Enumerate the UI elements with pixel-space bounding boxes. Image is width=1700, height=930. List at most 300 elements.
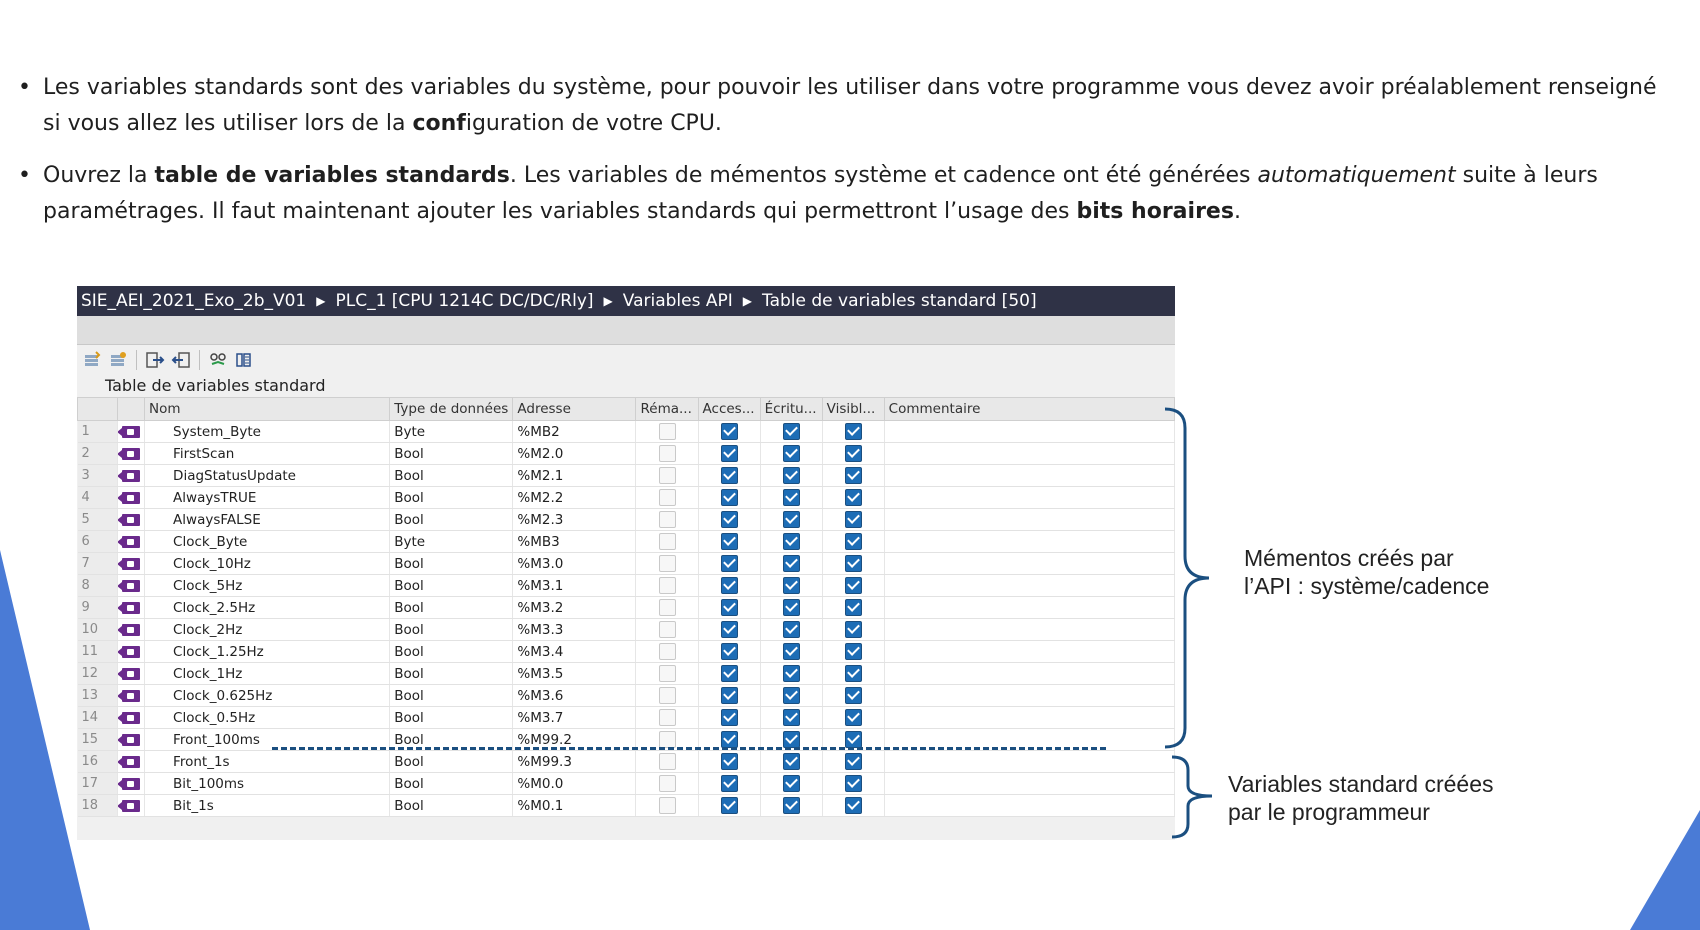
visible-cell: [822, 421, 884, 443]
writable-checkbox[interactable]: [783, 731, 800, 748]
comment-cell[interactable]: [884, 751, 1174, 773]
variable-name-cell[interactable]: Bit_100ms: [145, 773, 390, 795]
accessible-checkbox[interactable]: [721, 775, 738, 792]
variable-name-cell[interactable]: FirstScan: [145, 443, 390, 465]
table-row[interactable]: [78, 531, 1175, 553]
row-number: 17: [78, 773, 118, 795]
bullet-item: [18, 70, 1658, 142]
comment-cell[interactable]: [884, 619, 1174, 641]
address-cell[interactable]: %M0.0: [513, 773, 636, 795]
retain-checkbox[interactable]: [659, 643, 676, 660]
comment-cell[interactable]: [884, 707, 1174, 729]
address-cell[interactable]: %M2.1: [513, 465, 636, 487]
accessible-cell: [698, 553, 760, 575]
retain-cell: [636, 443, 698, 465]
table-row[interactable]: [78, 575, 1175, 597]
visible-cell: [822, 663, 884, 685]
accessible-cell: [698, 443, 760, 465]
data-type-cell[interactable]: Bool: [390, 553, 513, 575]
writable-checkbox[interactable]: [783, 533, 800, 550]
writable-checkbox[interactable]: [783, 511, 800, 528]
breadcrumb-plc[interactable]: PLC_1 [CPU 1214C DC/DC/Rly]: [335, 291, 594, 311]
row-number: 10: [78, 619, 118, 641]
writable-checkbox[interactable]: [783, 489, 800, 506]
variable-name-cell[interactable]: Front_100ms: [145, 729, 390, 751]
accessible-cell: [698, 597, 760, 619]
accessible-cell: [698, 487, 760, 509]
row-number: 11: [78, 641, 118, 663]
tag-icon-cell: [118, 663, 145, 685]
breadcrumb-project[interactable]: SIE_AEI_2021_Exo_2b_V01: [81, 291, 307, 311]
variable-name-cell[interactable]: Clock_1Hz: [145, 663, 390, 685]
chevron-right-icon: ▶: [742, 294, 753, 308]
tag-icon-cell: [118, 751, 145, 773]
tag-icon-cell: [118, 773, 145, 795]
data-type-cell[interactable]: Bool: [390, 487, 513, 509]
accessible-checkbox[interactable]: [721, 797, 738, 814]
data-type-cell[interactable]: Bool: [390, 465, 513, 487]
header-row-number: [78, 398, 118, 421]
data-type-cell[interactable]: Bool: [390, 509, 513, 531]
address-cell[interactable]: %M99.2: [513, 729, 636, 751]
comment-cell[interactable]: [884, 773, 1174, 795]
table-row[interactable]: [78, 509, 1175, 531]
visible-checkbox[interactable]: [845, 709, 862, 726]
variable-name-cell[interactable]: Clock_1.25Hz: [145, 641, 390, 663]
row-number: 13: [78, 685, 118, 707]
retain-checkbox[interactable]: [659, 753, 676, 770]
tag-icon: [122, 448, 140, 460]
add-row-icon[interactable]: [81, 349, 103, 371]
accessible-checkbox[interactable]: [721, 621, 738, 638]
retain-checkbox[interactable]: [659, 687, 676, 704]
breadcrumb-plc-tags[interactable]: Variables API: [622, 291, 733, 311]
tag-icon: [122, 580, 140, 592]
tag-icon: [122, 646, 140, 658]
accessible-checkbox[interactable]: [721, 445, 738, 462]
comment-cell[interactable]: [884, 795, 1174, 817]
writable-checkbox[interactable]: [783, 709, 800, 726]
tag-icon-cell: [118, 575, 145, 597]
tag-icon: [122, 426, 140, 438]
tag-icon-cell: [118, 465, 145, 487]
retain-checkbox[interactable]: [659, 489, 676, 506]
accessible-checkbox[interactable]: [721, 555, 738, 572]
writable-cell: [760, 795, 822, 817]
instructions-list: [18, 70, 1658, 246]
writable-checkbox[interactable]: [783, 687, 800, 704]
comment-cell[interactable]: [884, 685, 1174, 707]
visible-checkbox[interactable]: [845, 423, 862, 440]
visible-checkbox[interactable]: [845, 775, 862, 792]
visible-checkbox[interactable]: [845, 665, 862, 682]
retain-checkbox[interactable]: [659, 797, 676, 814]
retain-checkbox[interactable]: [659, 665, 676, 682]
breadcrumb-current-table: Table de variables standard [50]: [762, 291, 1037, 311]
writable-checkbox[interactable]: [783, 643, 800, 660]
writable-checkbox[interactable]: [783, 599, 800, 616]
insert-row-icon[interactable]: [107, 349, 129, 371]
writable-checkbox[interactable]: [783, 621, 800, 638]
tag-icon-cell: [118, 443, 145, 465]
variable-name-cell[interactable]: AlwaysFALSE: [145, 509, 390, 531]
table-header-row: [78, 398, 1175, 421]
variable-name-cell[interactable]: Clock_5Hz: [145, 575, 390, 597]
table-row[interactable]: [78, 597, 1175, 619]
visible-cell: [822, 619, 884, 641]
retain-checkbox[interactable]: [659, 709, 676, 726]
writable-cell: [760, 509, 822, 531]
variable-name-cell[interactable]: Front_1s: [145, 751, 390, 773]
annotation-line: l’API : système/cadence: [1244, 573, 1490, 599]
comment-cell[interactable]: [884, 553, 1174, 575]
writable-cell: [760, 685, 822, 707]
accessible-checkbox[interactable]: [721, 489, 738, 506]
accessible-cell: [698, 773, 760, 795]
address-cell[interactable]: %MB2: [513, 421, 636, 443]
data-type-cell[interactable]: Bool: [390, 663, 513, 685]
accessible-cell: [698, 663, 760, 685]
accessible-checkbox[interactable]: [721, 665, 738, 682]
accessible-cell: [698, 421, 760, 443]
comment-cell[interactable]: [884, 663, 1174, 685]
tag-icon: [122, 712, 140, 724]
data-type-cell[interactable]: Bool: [390, 575, 513, 597]
writable-checkbox[interactable]: [783, 775, 800, 792]
writable-checkbox[interactable]: [783, 797, 800, 814]
visible-checkbox[interactable]: [845, 445, 862, 462]
variable-name-cell[interactable]: Bit_1s: [145, 795, 390, 817]
annotation-line: par le programmeur: [1228, 799, 1430, 825]
variable-name-cell[interactable]: DiagStatusUpdate: [145, 465, 390, 487]
writable-checkbox[interactable]: [783, 555, 800, 572]
row-number: 14: [78, 707, 118, 729]
visible-checkbox[interactable]: [845, 643, 862, 660]
import-icon[interactable]: [170, 349, 192, 371]
chevron-right-icon: ▶: [603, 294, 613, 308]
retain-cell: [636, 663, 698, 685]
visible-cell: [822, 575, 884, 597]
comment-cell[interactable]: [884, 421, 1174, 443]
address-cell[interactable]: %M3.5: [513, 663, 636, 685]
table-row[interactable]: [78, 663, 1175, 685]
retain-cell: [636, 597, 698, 619]
row-number: 3: [78, 465, 118, 487]
retain-checkbox[interactable]: [659, 731, 676, 748]
retain-cell: [636, 707, 698, 729]
accessible-cell: [698, 531, 760, 553]
comment-cell[interactable]: [884, 597, 1174, 619]
data-type-cell[interactable]: Bool: [390, 795, 513, 817]
data-type-cell[interactable]: Bool: [390, 685, 513, 707]
accessible-cell: [698, 795, 760, 817]
row-number: 7: [78, 553, 118, 575]
visible-cell: [822, 443, 884, 465]
chevron-right-icon: ▶: [316, 294, 326, 308]
address-cell[interactable]: %M2.3: [513, 509, 636, 531]
accessible-cell: [698, 465, 760, 487]
table-row[interactable]: [78, 707, 1175, 729]
writable-cell: [760, 751, 822, 773]
row-number: 6: [78, 531, 118, 553]
comment-cell[interactable]: [884, 641, 1174, 663]
writable-cell: [760, 773, 822, 795]
table-row[interactable]: [78, 795, 1175, 817]
visible-cell: [822, 795, 884, 817]
accessible-checkbox[interactable]: [721, 687, 738, 704]
comment-cell[interactable]: [884, 575, 1174, 597]
tag-icon-cell: [118, 487, 145, 509]
visible-cell: [822, 531, 884, 553]
bullet-text: iguration de votre CPU.: [465, 111, 722, 136]
visible-checkbox[interactable]: [845, 753, 862, 770]
tag-icon: [122, 800, 140, 812]
monitor-icon[interactable]: [207, 349, 229, 371]
retain-checkbox[interactable]: [659, 577, 676, 594]
retain-cell: [636, 487, 698, 509]
address-cell[interactable]: %M2.0: [513, 443, 636, 465]
export-icon[interactable]: [144, 349, 166, 371]
visible-checkbox[interactable]: [845, 687, 862, 704]
header-icon: [118, 398, 145, 421]
visible-checkbox[interactable]: [845, 533, 862, 550]
user-variables-brace: [1170, 754, 1216, 840]
comment-cell[interactable]: [884, 531, 1174, 553]
retain-cell: [636, 641, 698, 663]
variable-name-cell[interactable]: Clock_2.5Hz: [145, 597, 390, 619]
data-type-cell[interactable]: Bool: [390, 707, 513, 729]
address-cell[interactable]: %M3.6: [513, 685, 636, 707]
writable-cell: [760, 641, 822, 663]
data-type-cell[interactable]: Bool: [390, 443, 513, 465]
header-data-type[interactable]: Type de données: [390, 398, 513, 421]
retain-checkbox[interactable]: [659, 621, 676, 638]
table-row[interactable]: [78, 751, 1175, 773]
address-cell[interactable]: %M0.1: [513, 795, 636, 817]
writable-checkbox[interactable]: [783, 753, 800, 770]
visible-cell: [822, 509, 884, 531]
tag-icon-cell: [118, 707, 145, 729]
header-visible[interactable]: Visibl...: [822, 398, 884, 421]
header-accessible[interactable]: Acces...: [698, 398, 760, 421]
table-row[interactable]: [78, 641, 1175, 663]
writable-cell: [760, 619, 822, 641]
table-row[interactable]: [78, 773, 1175, 795]
visible-cell: [822, 465, 884, 487]
tag-icon-cell: [118, 531, 145, 553]
accessible-checkbox[interactable]: [721, 533, 738, 550]
visible-cell: [822, 553, 884, 575]
accessible-checkbox[interactable]: [721, 731, 738, 748]
accessible-cell: [698, 685, 760, 707]
accessible-cell: [698, 751, 760, 773]
row-number: 16: [78, 751, 118, 773]
table-row[interactable]: [78, 443, 1175, 465]
accessible-checkbox[interactable]: [721, 467, 738, 484]
address-cell[interactable]: %MB3: [513, 531, 636, 553]
accessible-checkbox[interactable]: [721, 753, 738, 770]
comment-cell[interactable]: [884, 465, 1174, 487]
retain-checkbox[interactable]: [659, 445, 676, 462]
bullet-dot: •: [18, 75, 31, 100]
accessible-cell: [698, 509, 760, 531]
visible-cell: [822, 773, 884, 795]
toolbar-separator: [199, 350, 200, 370]
table-row[interactable]: [78, 685, 1175, 707]
address-cell[interactable]: %M3.1: [513, 575, 636, 597]
bullet-italic-text: automatiquement: [1257, 163, 1456, 188]
visible-checkbox[interactable]: [845, 797, 862, 814]
header-writable[interactable]: Écritu...: [760, 398, 822, 421]
tag-icon-cell: [118, 597, 145, 619]
address-cell[interactable]: %M3.0: [513, 553, 636, 575]
table-row[interactable]: [78, 553, 1175, 575]
writable-checkbox[interactable]: [783, 577, 800, 594]
variable-name-cell[interactable]: Clock_10Hz: [145, 553, 390, 575]
editor-header-bar: [77, 316, 1175, 345]
comment-cell[interactable]: [884, 443, 1174, 465]
accessible-cell: [698, 575, 760, 597]
retain-cell: [636, 773, 698, 795]
writable-cell: [760, 421, 822, 443]
retain-checkbox[interactable]: [659, 467, 676, 484]
writable-checkbox[interactable]: [783, 423, 800, 440]
address-cell[interactable]: %M3.3: [513, 619, 636, 641]
writable-cell: [760, 487, 822, 509]
variable-name-cell[interactable]: Clock_0.625Hz: [145, 685, 390, 707]
visible-cell: [822, 487, 884, 509]
writable-cell: [760, 663, 822, 685]
tag-icon-cell: [118, 641, 145, 663]
data-type-cell[interactable]: Bool: [390, 641, 513, 663]
settings-icon[interactable]: [233, 349, 255, 371]
accessible-checkbox[interactable]: [721, 423, 738, 440]
retain-cell: [636, 619, 698, 641]
variable-name-cell[interactable]: System_Byte: [145, 421, 390, 443]
retain-cell: [636, 751, 698, 773]
writable-cell: [760, 443, 822, 465]
address-cell[interactable]: %M2.2: [513, 487, 636, 509]
retain-checkbox[interactable]: [659, 555, 676, 572]
annotation-system-variables: [1244, 544, 1489, 600]
retain-checkbox[interactable]: [659, 511, 676, 528]
tag-icon-cell: [118, 685, 145, 707]
writable-checkbox[interactable]: [783, 665, 800, 682]
retain-checkbox[interactable]: [659, 423, 676, 440]
bullet-bold-text: table de variables standards: [154, 163, 510, 188]
variable-name-cell[interactable]: Clock_2Hz: [145, 619, 390, 641]
header-comment[interactable]: Commentaire: [884, 398, 1174, 421]
header-name[interactable]: Nom: [145, 398, 390, 421]
accessible-checkbox[interactable]: [721, 709, 738, 726]
section-divider-dashed-line: [272, 747, 1106, 750]
accessible-checkbox[interactable]: [721, 511, 738, 528]
bullet-dot: •: [18, 163, 31, 188]
system-variables-brace: [1163, 406, 1213, 750]
writable-cell: [760, 707, 822, 729]
table-row[interactable]: [78, 619, 1175, 641]
address-cell[interactable]: %M99.3: [513, 751, 636, 773]
visible-checkbox[interactable]: [845, 731, 862, 748]
tag-icon-cell: [118, 729, 145, 751]
tag-icon: [122, 470, 140, 482]
visible-checkbox[interactable]: [845, 555, 862, 572]
tag-icon-cell: [118, 619, 145, 641]
data-type-cell[interactable]: Bool: [390, 751, 513, 773]
visible-checkbox[interactable]: [845, 467, 862, 484]
accessible-cell: [698, 707, 760, 729]
table-toolbar: [77, 345, 1175, 375]
variable-name-cell[interactable]: AlwaysTRUE: [145, 487, 390, 509]
writable-checkbox[interactable]: [783, 445, 800, 462]
address-cell[interactable]: %M3.2: [513, 597, 636, 619]
writable-cell: [760, 531, 822, 553]
breadcrumb: [77, 286, 1175, 316]
data-type-cell[interactable]: Bool: [390, 729, 513, 751]
row-number: 4: [78, 487, 118, 509]
address-cell[interactable]: %M3.4: [513, 641, 636, 663]
slide-corner-decoration-right: [1630, 810, 1700, 930]
variable-name-cell[interactable]: Clock_0.5Hz: [145, 707, 390, 729]
accessible-checkbox[interactable]: [721, 599, 738, 616]
visible-checkbox[interactable]: [845, 599, 862, 616]
retain-cell: [636, 553, 698, 575]
visible-checkbox[interactable]: [845, 489, 862, 506]
visible-checkbox[interactable]: [845, 511, 862, 528]
table-row[interactable]: [78, 487, 1175, 509]
tag-icon: [122, 624, 140, 636]
variables-table: [77, 397, 1175, 817]
visible-cell: [822, 597, 884, 619]
tag-icon: [122, 492, 140, 504]
retain-checkbox[interactable]: [659, 533, 676, 550]
header-retain[interactable]: Réma...: [636, 398, 698, 421]
retain-cell: [636, 421, 698, 443]
tag-icon: [122, 558, 140, 570]
data-type-cell[interactable]: Bool: [390, 773, 513, 795]
retain-checkbox[interactable]: [659, 599, 676, 616]
address-cell[interactable]: %M3.7: [513, 707, 636, 729]
retain-cell: [636, 509, 698, 531]
visible-cell: [822, 707, 884, 729]
retain-cell: [636, 685, 698, 707]
bullet-text: Les variables standards sont des variables du système, pour pouvoir les utiliser dans votre programme vous devez avoir préalablement renseigné si vous allez les utiliser lors de la: [43, 75, 1657, 136]
header-address[interactable]: Adresse: [513, 398, 636, 421]
accessible-checkbox[interactable]: [721, 643, 738, 660]
comment-cell[interactable]: [884, 487, 1174, 509]
data-type-cell[interactable]: Byte: [390, 421, 513, 443]
visible-checkbox[interactable]: [845, 621, 862, 638]
bullet-text: . Les variables de mémentos système et cadence ont été générées: [509, 163, 1258, 188]
writable-checkbox[interactable]: [783, 467, 800, 484]
retain-checkbox[interactable]: [659, 775, 676, 792]
visible-checkbox[interactable]: [845, 577, 862, 594]
row-number: 18: [78, 795, 118, 817]
data-type-cell[interactable]: Byte: [390, 531, 513, 553]
data-type-cell[interactable]: Bool: [390, 619, 513, 641]
data-type-cell[interactable]: Bool: [390, 597, 513, 619]
tag-icon: [122, 756, 140, 768]
variable-name-cell[interactable]: Clock_Byte: [145, 531, 390, 553]
accessible-checkbox[interactable]: [721, 577, 738, 594]
row-number: 1: [78, 421, 118, 443]
table-row[interactable]: [78, 465, 1175, 487]
comment-cell[interactable]: [884, 509, 1174, 531]
row-number: 12: [78, 663, 118, 685]
table-row[interactable]: [78, 421, 1175, 443]
writable-cell: [760, 553, 822, 575]
retain-cell: [636, 795, 698, 817]
